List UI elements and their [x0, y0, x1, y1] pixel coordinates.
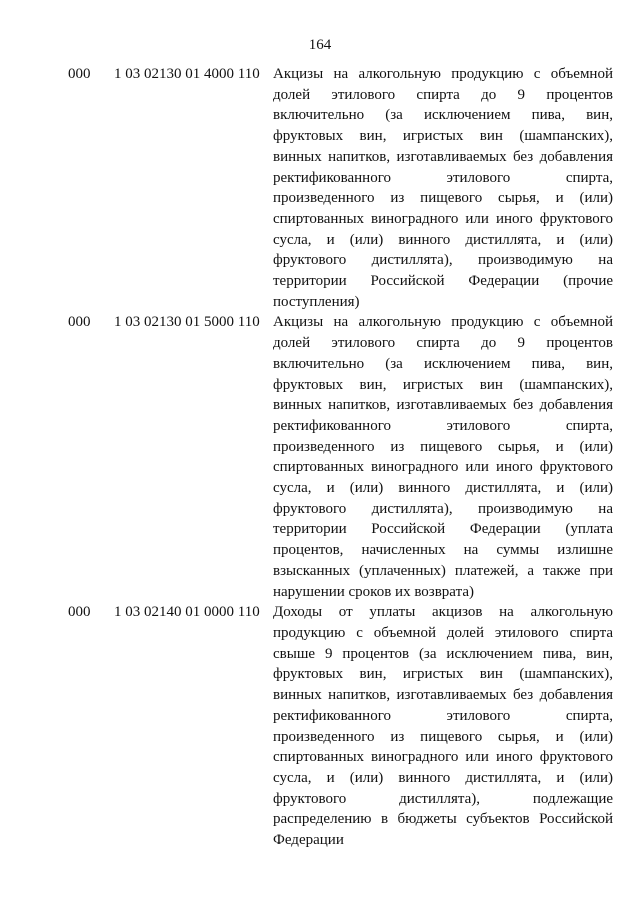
budget-classification-code: 1 03 02130 01 4000 110 [114, 66, 260, 82]
administrator-code: 000 [68, 604, 91, 621]
page-number: 164 [308, 37, 332, 53]
budget-classification-code: 1 03 02130 01 5000 110 [114, 314, 260, 331]
list-item [0, 64, 640, 312]
list-item [0, 602, 640, 850]
revenue-description: Акцизы на алкогольную продукцию с объемной долей этилового спирта до 9 процентов включительно (за исключением пива, вин, фруктовых вин, игристых вин (шампанских), винных напитков, изготавливаемых без добавления ректификованного этилового спирта, произведенного из пищевого сырья, и (или) спиртованных виноградного или иного фруктового сусла, и (или) винного дистиллята, и (или) фруктового дистиллята), производимую на территории Российской Федерации (прочие поступления) [273, 66, 613, 310]
budget-code-list [0, 64, 640, 851]
budget-classification-code: 1 03 02140 01 0000 110 [114, 604, 260, 621]
list-item [0, 312, 640, 602]
revenue-description: Доходы от уплаты акцизов на алкогольную продукцию с объемной долей этилового спирта свыше 9 процентов (за исключением пива, вин, фруктовых вин, игристых вин (шампанских), винных напитков, изготавливаемых без добавления ректификованного этилового спирта, произведенного из пищевого сырья, и (или) спиртованных виноградного или иного фруктового сусла, и (или) винного дистиллята, и (или) фруктового дистиллята), подлежащие распределению в бюджеты субъектов Российской Федерации [273, 604, 613, 849]
revenue-description: Акцизы на алкогольную продукцию с объемной долей этилового спирта до 9 процентов включительно (за исключением пива, вин, фруктовых вин, игристых вин (шампанских), винных напитков, изготавливаемых без добавления ректификованного этилового спирта, произведенного из пищевого сырья, и (или) спиртованных виноградного или иного фруктового сусла, и (или) винного дистиллята, и (или) фруктового дистиллята), производимую на территории Российской Федерации (уплата процентов, начисленных на суммы излишне взысканных (уплаченных) платежей, а также при нарушении сроков их возврата) [273, 314, 613, 600]
administrator-code: 000 [68, 66, 91, 82]
administrator-code: 000 [68, 314, 91, 331]
